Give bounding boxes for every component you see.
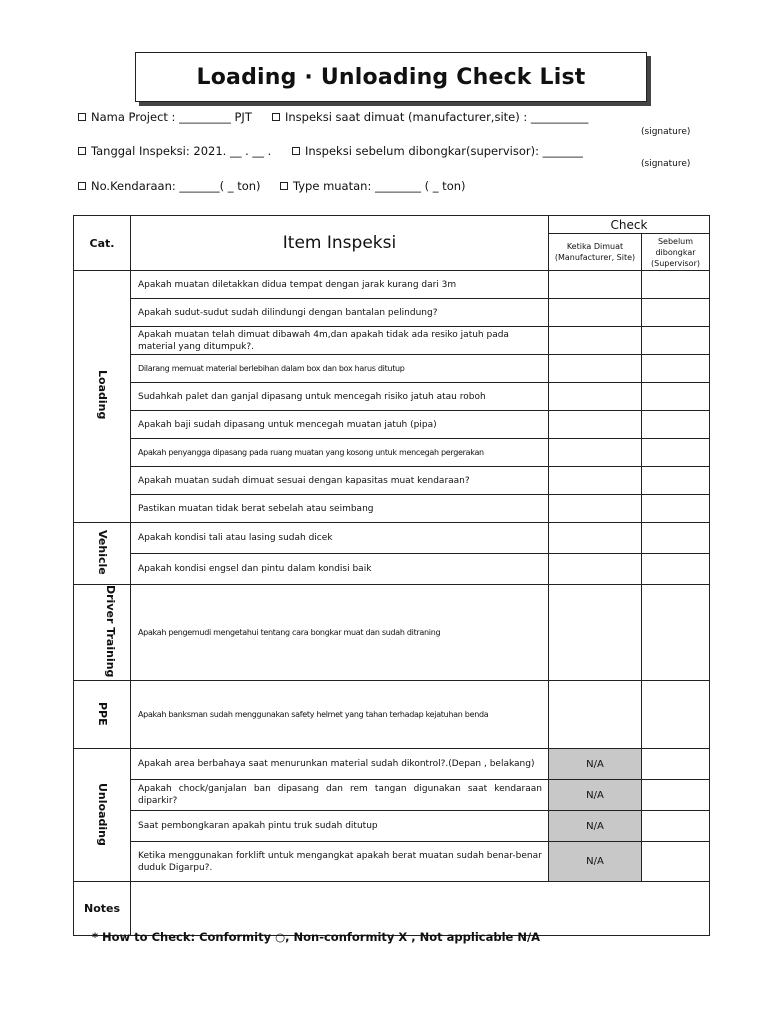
table-row (74, 383, 710, 411)
table-row (74, 523, 710, 554)
check-cell-dibongkar[interactable] (642, 811, 710, 842)
check-cell-dimuat[interactable] (549, 495, 642, 523)
table-row (74, 327, 710, 355)
title-box (135, 52, 647, 102)
table-row (74, 554, 710, 585)
check-cell-dimuat[interactable] (549, 585, 642, 681)
table-row (74, 749, 710, 780)
item-header: Item Inspeksi (131, 216, 549, 271)
table-row (74, 355, 710, 383)
item-text: Sudahkah palet dan ganjal dipasang untuk mencegah risiko jatuh atau roboh (131, 383, 549, 411)
check-cell-dibongkar[interactable] (642, 495, 710, 523)
check-cell-dibongkar[interactable] (642, 327, 710, 355)
category-ppe-label: PPE (96, 701, 109, 726)
checkbox-icon (280, 182, 288, 190)
cat-header: Cat. (74, 216, 131, 271)
check-cell-dibongkar[interactable] (642, 411, 710, 439)
inspeksi-dimuat-field[interactable] (272, 110, 588, 124)
check-cell-dimuat[interactable] (549, 554, 642, 585)
checklist-table (73, 215, 710, 936)
checkbox-icon (78, 113, 86, 121)
nama-project-label: Nama Project : _________ PJT (91, 110, 252, 124)
item-text: Apakah sudut-sudut sudah dilindungi dengan bantalan pelindung? (131, 299, 549, 327)
na-cell: N/A (549, 811, 642, 842)
page-title: Loading · Unloading Check List (196, 64, 586, 90)
check-cell-dibongkar[interactable] (642, 383, 710, 411)
check-cell-dimuat[interactable] (549, 467, 642, 495)
category-unloading-label: Unloading (96, 782, 109, 846)
item-text: Apakah penyangga dipasang pada ruang muatan yang kosong untuk mencegah pergerakan (131, 439, 549, 467)
check-cell-dibongkar[interactable] (642, 523, 710, 554)
signature-label-2: (signature) (641, 159, 691, 169)
check-col-dibongkar-header: Sebelum dibongkar (Supervisor) (642, 234, 710, 271)
table-row (74, 585, 710, 681)
item-text: Apakah chock/ganjalan ban dipasang dan rem tangan digunakan saat kendaraan diparkir? (131, 780, 549, 811)
nama-project-field[interactable] (78, 110, 252, 124)
check-cell-dibongkar[interactable] (642, 554, 710, 585)
type-muatan-label: Type muatan: ________ ( _ ton) (293, 179, 466, 193)
item-text: Apakah pengemudi mengetahui tentang cara bongkar muat dan sudah ditraning (131, 585, 549, 681)
type-muatan-field[interactable] (280, 179, 466, 193)
tanggal-label: Tanggal Inspeksi: 2021. __ . __ . (91, 144, 272, 158)
table-row (74, 467, 710, 495)
inspeksi-dibongkar-label: Inspeksi sebelum dibongkar(supervisor): _______ (305, 144, 583, 158)
check-cell-dimuat[interactable] (549, 383, 642, 411)
na-cell: N/A (549, 780, 642, 811)
check-cell-dimuat[interactable] (549, 355, 642, 383)
category-ppe (74, 681, 131, 749)
item-text: Saat pembongkaran apakah pintu truk sudah ditutup (131, 811, 549, 842)
category-loading-label: Loading (96, 370, 109, 420)
na-cell: N/A (549, 842, 642, 882)
item-text: Apakah muatan sudah dimuat sesuai dengan kapasitas muat kendaraan? (131, 467, 549, 495)
item-text: Apakah baji sudah dipasang untuk mencegah muatan jatuh (pipa) (131, 411, 549, 439)
category-loading (74, 271, 131, 523)
notes-row (74, 882, 710, 936)
inspeksi-dimuat-label: Inspeksi saat dimuat (manufacturer,site) : __________ (285, 110, 589, 124)
checkbox-icon (272, 113, 280, 121)
notes-label: Notes (74, 882, 131, 936)
check-col-dimuat-header: Ketika Dimuat (Manufacturer, Site) (549, 234, 642, 271)
kendaraan-label: No.Kendaraan: _______( _ ton) (91, 179, 261, 193)
how-to-check-footnote: * How to Check: Conformity ○, Non-conformity X , Not applicable N/A (92, 930, 541, 944)
item-text: Ketika menggunakan forklift untuk mengangkat apakah berat muatan sudah benar-benar duduk Digarpu?. (131, 842, 549, 882)
check-cell-dibongkar[interactable] (642, 749, 710, 780)
check-cell-dimuat[interactable] (549, 439, 642, 467)
check-cell-dimuat[interactable] (549, 523, 642, 554)
category-unloading (74, 749, 131, 882)
table-row (74, 439, 710, 467)
check-cell-dibongkar[interactable] (642, 585, 710, 681)
table-row (74, 299, 710, 327)
check-cell-dibongkar[interactable] (642, 467, 710, 495)
table-row (74, 495, 710, 523)
tanggal-field[interactable] (78, 144, 271, 158)
check-cell-dimuat[interactable] (549, 299, 642, 327)
item-text: Apakah muatan diletakkan didua tempat dengan jarak kurang dari 3m (131, 271, 549, 299)
item-text: Apakah banksman sudah menggunakan safety helmet yang tahan terhadap kejatuhan benda (131, 681, 549, 749)
table-row (74, 811, 710, 842)
check-cell-dimuat[interactable] (549, 411, 642, 439)
item-text: Apakah area berbahaya saat menurunkan material sudah dikontrol?.(Depan , belakang) (131, 749, 549, 780)
checkbox-icon (78, 147, 86, 155)
check-cell-dibongkar[interactable] (642, 842, 710, 882)
category-vehicle-label: Vehicle (96, 529, 109, 575)
check-cell-dibongkar[interactable] (642, 780, 710, 811)
category-driver-training (74, 585, 131, 681)
item-text: Dilarang memuat material berlebihan dalam box dan box harus ditutup (131, 355, 549, 383)
signature-label-1: (signature) (641, 127, 691, 137)
category-vehicle (74, 523, 131, 585)
table-row (74, 411, 710, 439)
table-row (74, 842, 710, 882)
check-cell-dimuat[interactable] (549, 681, 642, 749)
table-row (74, 681, 710, 749)
check-header: Check (549, 216, 710, 234)
item-text: Pastikan muatan tidak berat sebelah atau seimbang (131, 495, 549, 523)
table-header-row (74, 216, 710, 234)
item-text: Apakah muatan telah dimuat dibawah 4m,dan apakah tidak ada resiko jatuh pada material yang ditumpuk?. (131, 327, 549, 355)
item-text: Apakah kondisi tali atau lasing sudah dicek (131, 523, 549, 554)
check-cell-dibongkar[interactable] (642, 355, 710, 383)
check-cell-dibongkar[interactable] (642, 439, 710, 467)
checkbox-icon (78, 182, 86, 190)
kendaraan-field[interactable] (78, 179, 261, 193)
check-cell-dimuat[interactable] (549, 271, 642, 299)
check-cell-dimuat[interactable] (549, 327, 642, 355)
category-driver-training-label: Driver Training (104, 585, 117, 678)
notes-field[interactable] (131, 882, 710, 936)
check-cell-dibongkar[interactable] (642, 271, 710, 299)
na-cell: N/A (549, 749, 642, 780)
check-cell-dibongkar[interactable] (642, 299, 710, 327)
table-row (74, 271, 710, 299)
table-row (74, 780, 710, 811)
checkbox-icon (292, 147, 300, 155)
check-cell-dibongkar[interactable] (642, 681, 710, 749)
inspeksi-dibongkar-field[interactable] (292, 144, 583, 158)
item-text: Apakah kondisi engsel dan pintu dalam kondisi baik (131, 554, 549, 585)
